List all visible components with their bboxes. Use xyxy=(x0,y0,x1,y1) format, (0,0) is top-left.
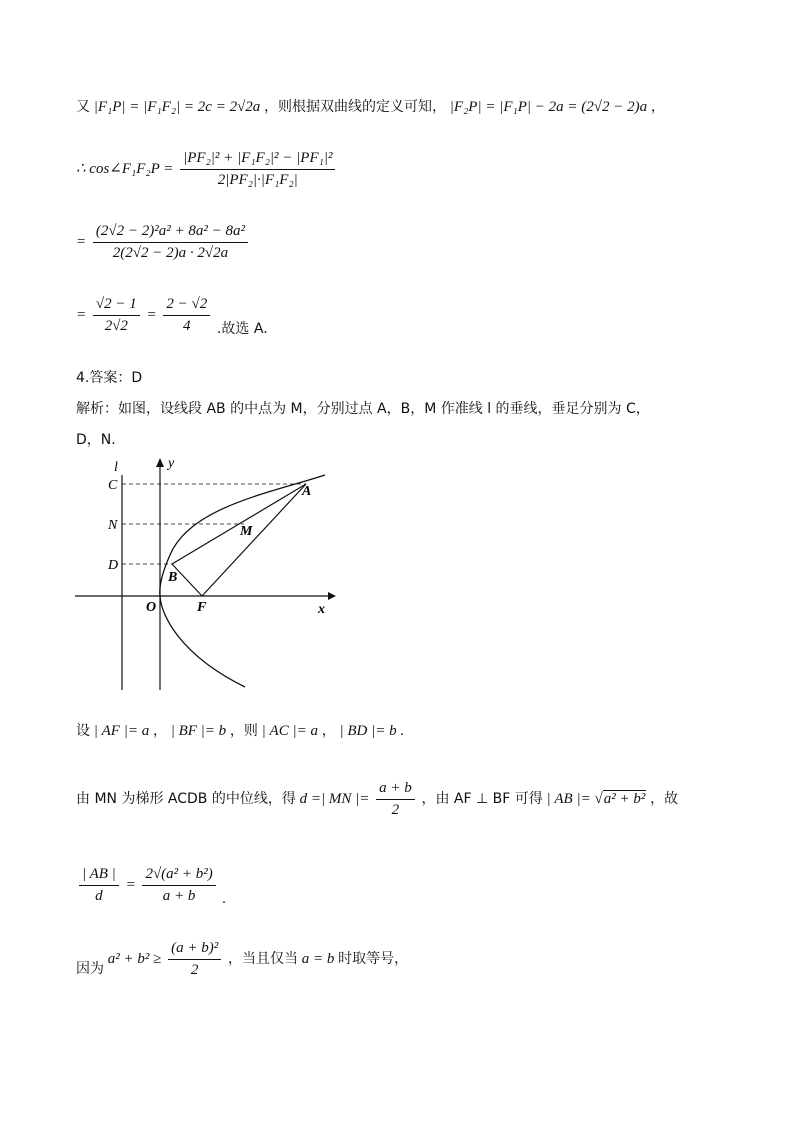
label-a: A xyxy=(302,484,312,499)
y-axis-arrow-icon xyxy=(156,458,164,467)
period: . xyxy=(222,890,227,907)
equals-sign: = xyxy=(76,233,87,250)
equation-bd: | BD |= b xyxy=(339,723,397,739)
substitution-denominator: 2(2√2 − 2)a · 2√2a xyxy=(112,245,229,261)
parabola-figure xyxy=(70,455,340,695)
text-because: 因为 xyxy=(76,960,104,977)
choose-answer-text: .故选 A. xyxy=(216,320,268,337)
text-prefix: 设 xyxy=(76,723,90,739)
midline-line xyxy=(76,780,678,819)
inequality-line xyxy=(76,940,408,979)
midline-fraction xyxy=(376,780,415,819)
inequality-fraction xyxy=(168,940,221,979)
comma: ， xyxy=(152,723,167,739)
label-c: C xyxy=(108,478,118,493)
equation-f1p: |F₁P| = |F₁F₂| = 2c = 2√2a xyxy=(93,99,261,115)
equation-bf: | BF |= b xyxy=(170,723,227,739)
segment-af xyxy=(202,484,306,596)
ratio-line xyxy=(76,866,226,908)
text-hyperbola-definition: ，则根据双曲线的定义可知， xyxy=(264,99,447,115)
cosine-fraction xyxy=(180,150,335,189)
cosine-numerator: |PF₂|² + |F₁F₂|² − |PF₁|² xyxy=(180,150,335,170)
sqrt-sign-icon: √ xyxy=(594,790,603,807)
label-x: x xyxy=(318,602,325,617)
ratio-lhs-fraction xyxy=(79,866,119,905)
equation-f2p: |F₂P| = |F₁P| − 2a = (2√2 − 2)a xyxy=(449,99,648,115)
equals-sign: = xyxy=(76,306,87,323)
substitution-fraction xyxy=(93,223,248,262)
label-n: N xyxy=(108,518,118,533)
assumption-line xyxy=(76,720,404,740)
substitution-line xyxy=(76,223,251,262)
analysis-line-2: D，N. xyxy=(76,432,116,448)
result-fraction-2-numerator: 2 − √2 xyxy=(163,296,210,316)
equation-ac: | AC |= a xyxy=(261,723,318,739)
text-midline: 由 MN 为梯形 ACDB 的中位线，得 xyxy=(76,790,296,807)
ratio-rhs-fraction xyxy=(142,866,215,905)
result-fraction-1-numerator: √2 − 1 xyxy=(93,296,140,316)
equals-sign: = xyxy=(146,306,157,323)
midline-denominator: 2 xyxy=(391,802,400,818)
analysis-line-1: 解析：如图，设线段 AB 的中点为 M，分别过点 A，B，M 作准线 l 的垂线，垂足分别为 C， xyxy=(76,401,650,417)
equation-d-lhs: d =| MN |= xyxy=(299,790,370,807)
text-therefore: ，故 xyxy=(650,790,679,807)
result-line xyxy=(76,296,268,338)
cosine-denominator: 2|PF₂|·|F₁F₂| xyxy=(217,172,298,188)
result-fraction-1 xyxy=(93,296,140,335)
text-then: ，则 xyxy=(229,723,258,739)
equation-af: | AF |= a xyxy=(93,723,150,739)
inequality-lhs: a² + b² ≥ xyxy=(107,950,162,967)
result-fraction-2 xyxy=(163,296,210,335)
answer-heading: 4.答案：D xyxy=(76,370,143,386)
equals-sign: = xyxy=(125,876,136,893)
midline-numerator: a + b xyxy=(376,780,415,800)
result-fraction-1-denominator: 2√2 xyxy=(104,318,128,334)
label-y: y xyxy=(168,456,175,471)
ratio-lhs-numerator: | AB | xyxy=(79,866,119,886)
equation-ab-lhs: | AB |= xyxy=(546,790,591,807)
period: . xyxy=(400,723,405,739)
equality-condition: a = b xyxy=(301,950,335,967)
ratio-rhs-denominator: a + b xyxy=(162,888,196,904)
cosine-formula-line xyxy=(76,150,338,189)
text-prefix: 又 xyxy=(76,99,90,115)
comma: ， xyxy=(321,723,336,739)
label-l: l xyxy=(114,460,118,475)
ratio-lhs-denominator: d xyxy=(95,888,103,904)
text-if-and-only-if: ，当且仅当 xyxy=(227,950,298,967)
label-m: M xyxy=(240,524,253,539)
x-axis-arrow-icon xyxy=(328,592,336,600)
result-fraction-2-denominator: 4 xyxy=(183,318,191,334)
equation-ab-radicand: a² + b² xyxy=(603,790,646,807)
text-equality-holds: 时取等号， xyxy=(338,950,409,967)
label-d: D xyxy=(108,558,119,573)
substitution-numerator: (2√2 − 2)²a² + 8a² − 8a² xyxy=(93,223,248,243)
text-suffix: ， xyxy=(650,99,665,115)
text-perpendicular: ，由 AF ⊥ BF 可得 xyxy=(421,790,543,807)
label-b: B xyxy=(168,570,178,585)
cosine-lhs: ∴ cos∠F₁F₂P = xyxy=(76,160,174,177)
label-f: F xyxy=(197,600,207,615)
solution-line-1 xyxy=(76,96,665,116)
ratio-rhs-numerator: 2√(a² + b²) xyxy=(142,866,215,886)
inequality-numerator: (a + b)² xyxy=(168,940,221,960)
label-o: O xyxy=(146,600,157,615)
inequality-denominator: 2 xyxy=(190,962,199,978)
parabola-curve xyxy=(160,475,325,687)
